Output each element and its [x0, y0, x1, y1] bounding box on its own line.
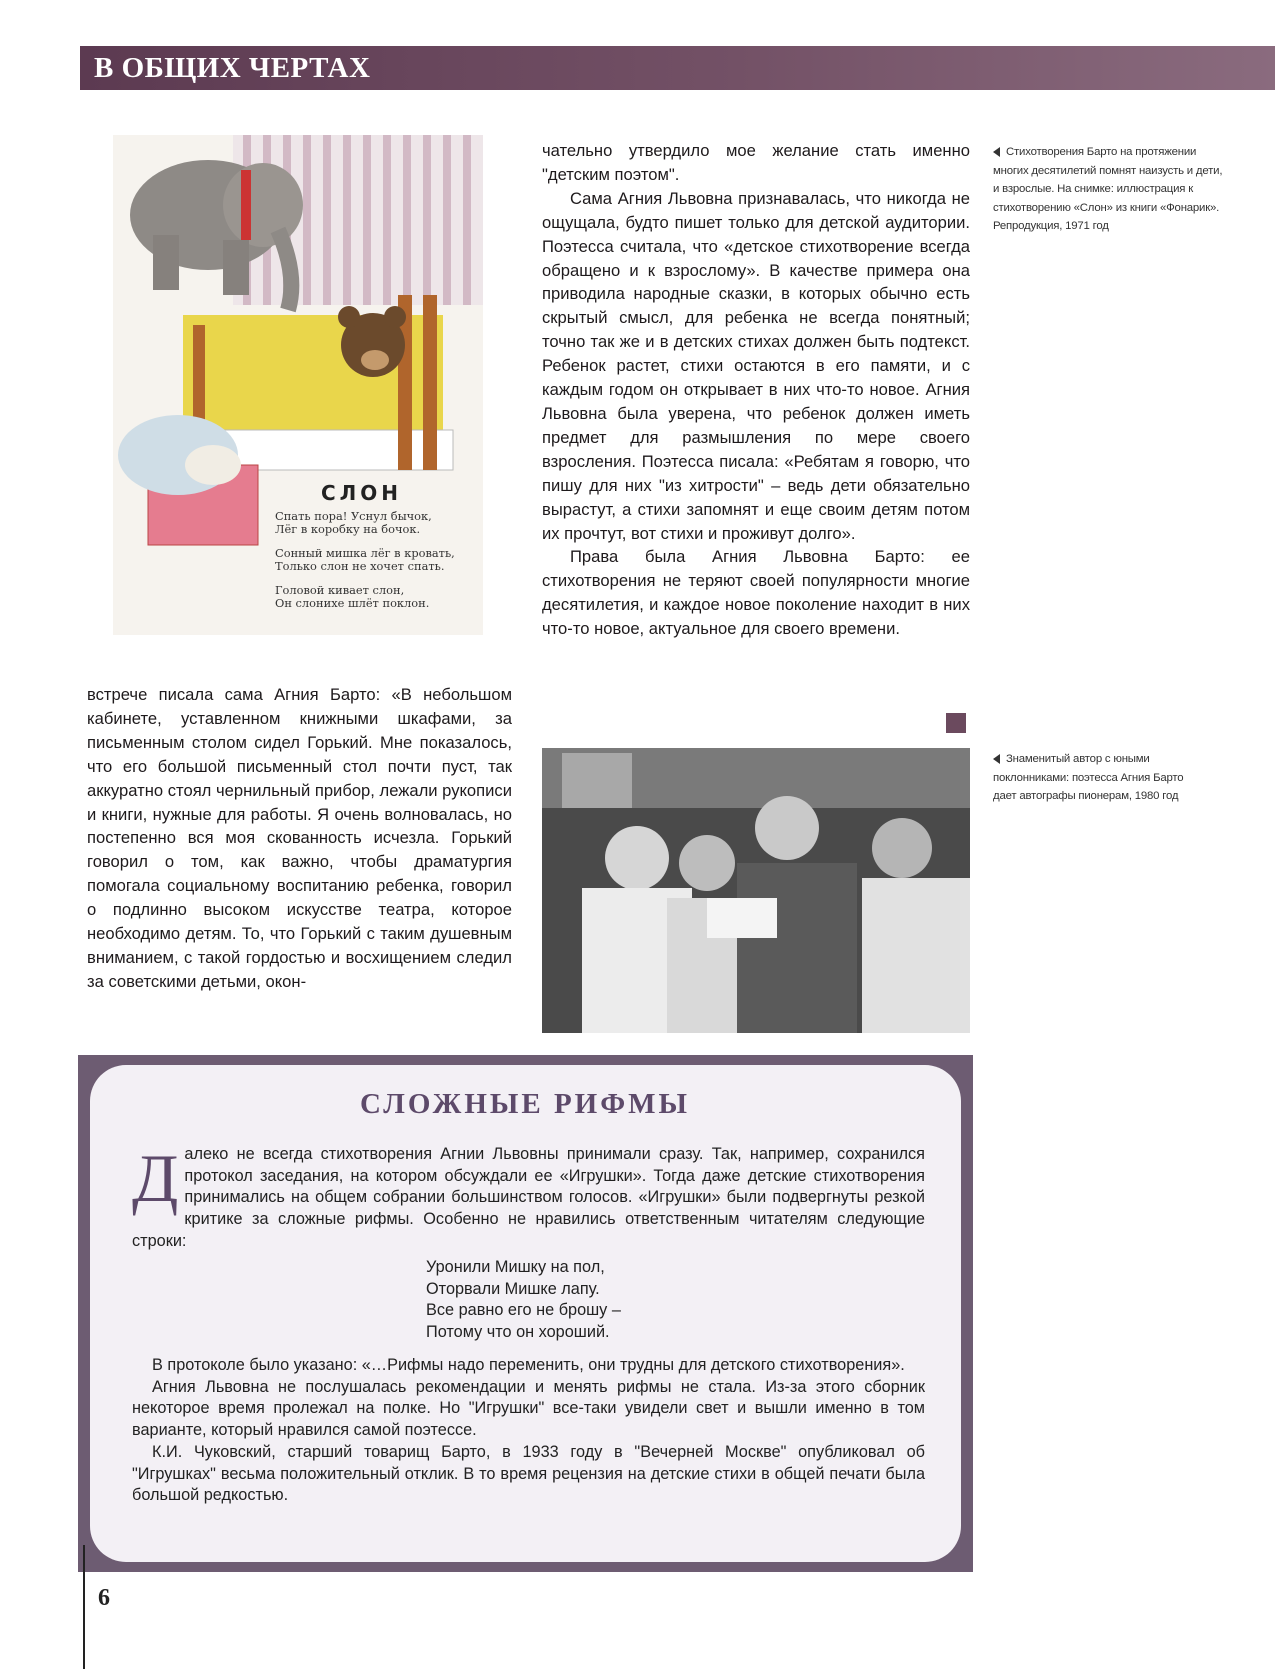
paragraph: чательно утвердило мое желание стать именно "детским поэтом". — [542, 141, 970, 184]
photo-barto-with-pioneers — [542, 748, 970, 1033]
paragraph: Сама Агния Львовна признавалась, что никогда не ощущала, будто пишет только для детской аудитории. Поэтесса считала, что «детское стихотворение всегда обращено и к взрослому». В качестве примера она приводила народные сказки, в которых обычно есть скрытый смысл, для ребенка не всегда понятный; точно так же и в детских стихах должен быть подтекст. Ребенок растет, стихи остаются в его памяти, и с каждым годом он открывает в них что-то новое. Агния Львовна была уверена, что ребенок должен иметь предмет для размышления по мере своего взросления. Поэтесса писала: «Ребятам я говорю, что пишу для них "из хитрости" – ведь дети обязательно вырастут, а стихи запомнят и еще своим детям потом их прочтут, вот стихи и проживут долго». — [542, 188, 970, 543]
sidebar-title: СЛОЖНЫЕ РИФМЫ — [360, 1088, 690, 1120]
caption-text: Знаменитый автор с юными поклонниками: поэтесса Агния Барто дает автографы пионерам, 1980 год — [993, 753, 1184, 802]
poem-stanza: Спать пора! Уснул бычок, Лёг в коробку на бочок. — [275, 509, 432, 536]
poem-title: СЛОН — [321, 481, 403, 505]
poem-stanza: Головой кивает слон, Он слонихе шлёт поклон. — [275, 583, 430, 610]
paragraph: встрече писала сама Агния Барто: «В небольшом кабинете, уставленном книжными шкафами, за письменным столом сидел Горький. Мне показалось, что его большой письменный стол почти пуст, так аккуратно стоял чернильный прибор, лежали рукописи и книги, нужные для работы. Я очень волновалась, но постепенно вся моя скованность исчезла. Горький говорил о том, как важно, чтобы драматургия помогала социальному воспитанию ребенка, говорил о подлинно высоком искусстве театра, которое необходимо детям. То, что Горький с таким душевным вниманием, с такой гордостью и восхищением следил за советскими детьми, окон- — [87, 685, 512, 991]
elephant-illustration — [113, 135, 483, 635]
verse-line: Оторвали Мишке лапу. — [426, 1279, 600, 1298]
quoted-verse — [426, 1257, 621, 1343]
poem-stanza: Сонный мишка лёг в кровать, Только слон не хочет спать. — [275, 546, 455, 573]
caption-text: Стихотворения Барто на протяжении многих десятилетий помнят наизусть и дети, и взрослые. На снимке: иллюстрация к стихотворению «Слон» из книги «Фонарик». Репродукция, 1971 год — [993, 146, 1223, 232]
verse-line: Потому что он хороший. — [426, 1322, 610, 1341]
page-number: 6 — [98, 1585, 110, 1611]
verse-line: Все равно его не брошу – — [426, 1301, 621, 1319]
arrow-left-icon — [993, 147, 1000, 157]
paragraph: В протоколе было указано: «…Рифмы надо переменить, они трудны для детского стихотворения». — [152, 1356, 905, 1374]
section-title: В ОБЩИХ ЧЕРТАХ — [94, 52, 371, 84]
paragraph: Права была Агния Львовна Барто: ее стихотворения не теряют своей популярности многие десятилетия, и каждое новое поколение находит в них что-то новое, актуальное для своего времени. — [542, 547, 970, 639]
arrow-left-icon — [993, 754, 1000, 764]
paragraph: алеко не всегда стихотворения Агнии Львовны принимали сразу. Так, например, сохранился протокол заседания, на котором обсуждали ее «Игрушки». Тогда даже детские стихотворения принимались на общем собрании большинством голосов. «Игрушки» были подвергнуты резкой критике за сложные рифмы. Особенно не нравились ответственным читателям следующие строки: — [132, 1145, 925, 1250]
right-column-text — [542, 139, 970, 641]
end-of-article-mark — [946, 713, 966, 733]
section-header-bar — [80, 46, 1275, 90]
illustration-caption — [993, 143, 1223, 236]
photo-drawing — [542, 748, 970, 1033]
paragraph: Агния Львовна не послушалась рекомендации и менять рифмы не стала. Из-за этого сборник некоторое время пролежал на полке. Но "Игрушки" все-таки увидели свет и вышли именно в том варианте, который нравился самой поэтессе. — [132, 1377, 925, 1440]
sidebar-body — [132, 1355, 925, 1507]
sidebar-intro — [132, 1140, 925, 1253]
paragraph: К.И. Чуковский, старший товарищ Барто, в 1933 году в "Вечерней Москве" опубликовал об "Игрушках" весьма положительный отклик. В то время рецензия на детские стихи в общей печати была большой редкостью. — [132, 1442, 925, 1505]
page-number-rule — [83, 1545, 85, 1669]
drop-cap: Д — [132, 1140, 179, 1216]
photo-caption — [993, 750, 1203, 806]
verse-line: Уронили Мишку на пол, — [426, 1258, 605, 1276]
left-column-text — [87, 683, 512, 994]
